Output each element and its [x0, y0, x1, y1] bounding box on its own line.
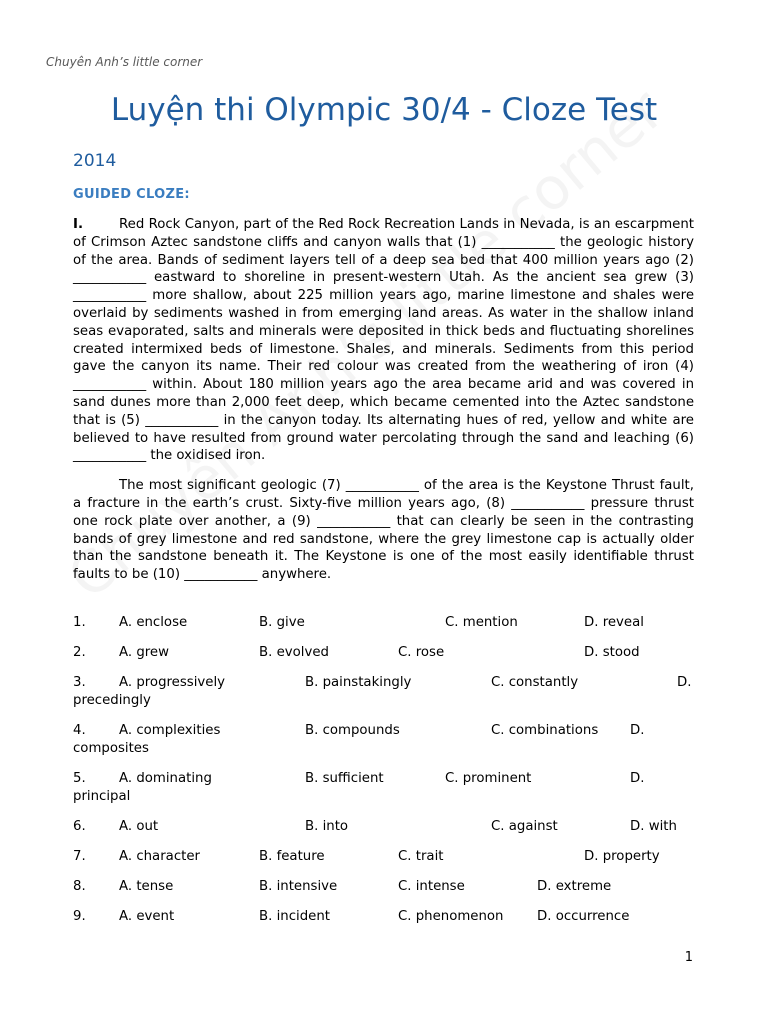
- roman-numeral: I.: [73, 217, 83, 232]
- question-8: [73, 879, 694, 909]
- year-heading: 2014: [73, 151, 117, 171]
- question-1: [73, 615, 694, 645]
- option-b: B. into: [305, 819, 349, 834]
- passage-paragraph-1: [73, 216, 694, 465]
- option-c: C. phenomenon: [398, 909, 504, 924]
- option-d: D. property: [584, 849, 660, 864]
- option-c: C. combinations: [491, 723, 599, 738]
- question-number: 3.: [73, 675, 86, 690]
- option-a: A. enclose: [119, 615, 188, 630]
- option-a: A. grew: [119, 645, 169, 660]
- option-b: B. painstakingly: [305, 675, 412, 690]
- option-b: B. feature: [259, 849, 325, 864]
- passage-paragraph-2: The most significant geologic (7) ___________ of the area is the Keystone Thrust fault, a fracture in the earth’s crust. Sixty-five million years ago, (8) ___________ pressure thrust one rock plate over another, a (9) ___________ that can clearly be seen in the contrasting bands of grey limestone and red sandstone, where the grey limestone cap is actually older than the sandstone beneath it. The Keystone is one of the most easily identifiable thrust faults to be (10) ___________ anywhere.: [73, 478, 694, 583]
- question-number: 4.: [73, 723, 86, 738]
- question-number: 5.: [73, 771, 86, 786]
- question-number: 2.: [73, 645, 86, 660]
- question-9: [73, 909, 694, 939]
- option-d-continued: precedingly: [73, 693, 151, 708]
- option-b: B. compounds: [305, 723, 400, 738]
- option-d: D. reveal: [584, 615, 644, 630]
- option-c: C. prominent: [445, 771, 532, 786]
- option-a: A. character: [119, 849, 200, 864]
- question-4: [73, 723, 694, 771]
- question-5: [73, 771, 694, 819]
- option-a: A. dominating: [119, 771, 212, 786]
- option-d: D.: [677, 675, 692, 690]
- option-d: D. stood: [584, 645, 640, 660]
- question-2: [73, 645, 694, 675]
- option-c: C. rose: [398, 645, 445, 660]
- option-c: C. mention: [445, 615, 518, 630]
- option-a: A. progressively: [119, 675, 226, 690]
- option-a: A. tense: [119, 879, 174, 894]
- question-number: 9.: [73, 909, 86, 924]
- option-d-continued: composites: [73, 741, 149, 756]
- question-7: [73, 849, 694, 879]
- option-b: B. evolved: [259, 645, 329, 660]
- option-c: C. constantly: [491, 675, 579, 690]
- question-3: [73, 675, 694, 723]
- option-d-continued: principal: [73, 789, 131, 804]
- option-c: C. against: [491, 819, 558, 834]
- paragraph-1-text: Red Rock Canyon, part of the Red Rock Recreation Lands in Nevada, is an escarpment of Crimson Aztec sandstone cliffs and canyon walls that (1) ___________ the geologic history of the area. Bands of sediment layers tell of a deep sea bed that 400 million years ago (2) ___________ eastward to shoreline in present-western Utah. As the ancient sea grew (3) ___________ more shallow, about 225 million years ago, marine limestone and shales were overlaid by sediments washed in from emerging land areas. As water in the shallow inland seas evaporated, salts and minerals were deposited in thick beds and fluctuating shorelines created intermixed beds of limestone. Shales, and minerals. Sediments from this period gave the canyon its name. Their red colour was created from the weathering of iron (4) ___________ within. About 180 million years ago the area became arid and was covered in sand dunes more than 2,000 feet deep, which became cemented into the Aztec sandstone that is (5) ___________ in the canyon today. Its alternating hues of red, yellow and white are believed to have resulted from ground water percolating through the sand and leaching (6) ___________ the oxidised iron.: [73, 217, 694, 464]
- option-d: D. extreme: [537, 879, 612, 894]
- option-d: D. occurrence: [537, 909, 630, 924]
- question-number: 7.: [73, 849, 86, 864]
- option-c: C. trait: [398, 849, 444, 864]
- question-list: [73, 615, 694, 939]
- passage: [73, 216, 694, 584]
- question-number: 6.: [73, 819, 86, 834]
- option-d: D.: [630, 771, 645, 786]
- option-c: C. intense: [398, 879, 465, 894]
- option-d: D.: [630, 723, 645, 738]
- option-a: A. event: [119, 909, 175, 924]
- question-number: 1.: [73, 615, 86, 630]
- page-title: Luyện thi Olympic 30/4 - Cloze Test: [110, 92, 658, 128]
- header-note: Chuyên Anh’s little corner: [46, 55, 203, 69]
- option-a: A. complexities: [119, 723, 221, 738]
- page-number: 1: [684, 950, 693, 965]
- option-d: D. with: [630, 819, 677, 834]
- option-b: B. give: [259, 615, 305, 630]
- option-b: B. intensive: [259, 879, 338, 894]
- question-number: 8.: [73, 879, 86, 894]
- section-heading: GUIDED CLOZE:: [73, 187, 190, 202]
- option-b: B. sufficient: [305, 771, 384, 786]
- question-6: [73, 819, 694, 849]
- option-b: B. incident: [259, 909, 330, 924]
- option-a: A. out: [119, 819, 159, 834]
